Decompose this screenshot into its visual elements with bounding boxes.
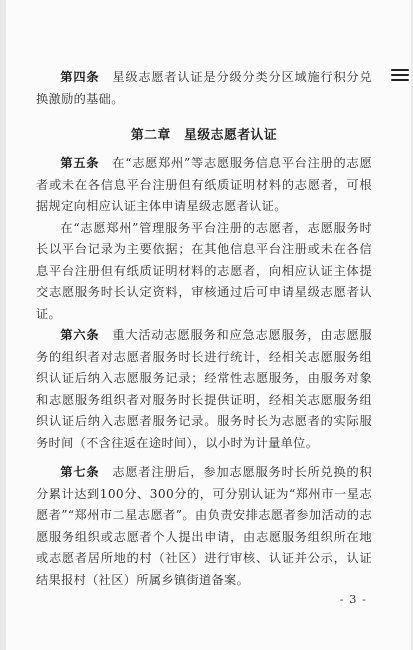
article-6-text: 重大活动志愿服务和应急志愿服务，由志愿服务的组织者对志愿者服务时长进行统计，经相关志愿服务组织认证后纳入志愿服务记录；经常性志愿服务，由服务对象和志愿服务组织者对服务时长提供证明，经相关志愿服务组织认证后纳入志愿者服务记录。服务时长为志愿者的实际服务时间（不含往返在途时间），以小时为计量单位。 xyxy=(36,328,373,450)
document-page xyxy=(6,0,411,650)
article-5-block xyxy=(36,153,372,325)
article-4-text: 星级志愿者认证是分级分类分区域施行积分兑换激励的基础。 xyxy=(36,70,373,106)
article-7-paragraph xyxy=(36,462,372,591)
hamburger-menu-icon[interactable] xyxy=(391,66,409,82)
article-5-paragraph-2: 在“志愿郑州”管理服务平台注册的志愿者，志愿服务时长以平台记录为主要依据；在其他信息平台注册或未在各信息平台注册但有纸质证明材料的志愿者，向相应认证主体提交志愿服务时长认定资料，审核通过后可申请星级志愿者认证。 xyxy=(36,220,372,321)
page-number: - 3 - xyxy=(339,592,367,606)
menu-line xyxy=(391,69,409,71)
article-5-label: 第五条 xyxy=(60,156,100,170)
article-7-block xyxy=(36,462,372,591)
menu-line xyxy=(391,79,409,81)
article-4-block xyxy=(36,67,372,110)
article-6-block xyxy=(36,325,372,454)
menu-line xyxy=(391,74,409,76)
article-7-label: 第七条 xyxy=(60,465,100,479)
article-7-text: 志愿者注册后，参加志愿服务时长所兑换的积分累计达到100分、300分的，可分别认证为“郑州市一星志愿者”“郑州市二星志愿者”。由负责安排志愿者参加活动的志愿服务组织或志愿者个人提出申请，由志愿服务组织所在地或志愿者居所地的村（社区）进行审核、认证并公示，认证结果报村（社区）所属乡镇街道备案。 xyxy=(36,465,373,587)
article-4-paragraph xyxy=(36,67,372,110)
article-6-label: 第六条 xyxy=(60,328,100,342)
chapter-title: 第二章 星级志愿者认证 xyxy=(130,128,278,143)
article-5-paragraph-1 xyxy=(36,153,372,218)
article-4-label: 第四条 xyxy=(60,70,100,84)
article-5-text-1: 在“志愿郑州”等志愿服务信息平台注册的志愿者或未在各信息平台注册但有纸质证明材料的志愿者，可根据规定向相应认证主体申请星级志愿者认证。 xyxy=(36,156,372,213)
article-6-paragraph xyxy=(36,325,372,454)
